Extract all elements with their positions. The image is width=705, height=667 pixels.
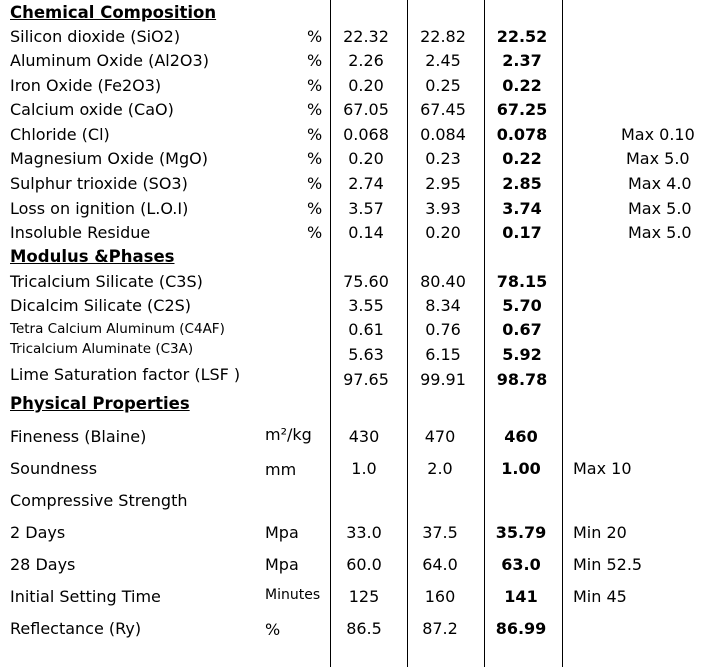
column-divider [330,0,331,667]
row-label: Dicalcim Silicate (C2S) [10,296,192,315]
spec-limit: Max 4.0 [628,174,692,193]
row-unit: % [307,27,323,46]
max-value: 0.20 [425,223,461,242]
spec-limit: Max 10 [573,459,632,478]
spec-limit: Min 45 [573,587,627,606]
max-value: 8.34 [425,296,461,315]
row-label: Iron Oxide (Fe2O3) [10,76,162,95]
avg-value: 86.99 [495,619,547,638]
avg-value: 98.78 [496,370,548,389]
column-divider [562,0,563,667]
max-value: 2.95 [425,174,461,193]
column-divider [484,0,485,667]
min-value: 22.32 [343,27,389,46]
max-value: 80.40 [420,272,466,291]
max-value: 37.5 [422,523,458,542]
max-value: 87.2 [422,619,458,638]
row-label: Tricalcium Aluminate (C3A) [10,341,194,357]
max-value: 67.45 [420,100,466,119]
max-value: 0.76 [425,320,461,339]
row-unit: m²/kg [265,425,312,444]
min-value: 5.63 [348,345,384,364]
min-value: 125 [348,587,380,606]
row-unit: % [307,125,323,144]
max-value: 3.93 [425,199,461,218]
min-value: 0.20 [348,149,384,168]
row-label: 28 Days [10,555,76,574]
avg-value: 0.078 [496,125,548,144]
avg-value: 22.52 [496,27,548,46]
row-unit: % [307,51,323,70]
avg-value: 67.25 [496,100,548,119]
max-value: 6.15 [425,345,461,364]
row-unit: Minutes [265,587,321,603]
row-label: Insoluble Residue [10,223,151,242]
avg-value: 0.17 [502,223,542,242]
avg-value: 78.15 [496,272,548,291]
min-value: 97.65 [343,370,389,389]
avg-value: 35.79 [495,523,547,542]
min-value: 1.0 [351,459,377,478]
avg-value: 0.22 [502,149,542,168]
avg-value: 5.92 [502,345,542,364]
avg-value: 1.00 [501,459,541,478]
min-value: 3.55 [348,296,384,315]
row-unit: mm [265,460,297,479]
row-label: Fineness (Blaine) [10,427,147,446]
min-value: 0.61 [348,320,384,339]
avg-value: 2.37 [502,51,542,70]
row-label: Loss on ignition (L.O.I) [10,199,189,218]
spec-limit: Min 20 [573,523,627,542]
row-unit: % [307,223,323,242]
row-unit: % [307,100,323,119]
row-unit: % [307,149,323,168]
min-value: 3.57 [348,199,384,218]
max-value: 0.25 [425,76,461,95]
row-label: Sulphur trioxide (SO3) [10,174,188,193]
row-label: Compressive Strength [10,491,188,510]
max-value: 99.91 [420,370,466,389]
avg-value: 0.67 [502,320,542,339]
min-value: 67.05 [343,100,389,119]
row-label: Soundness [10,459,98,478]
avg-value: 63.0 [501,555,541,574]
max-value: 2.45 [425,51,461,70]
row-label: Calcium oxide (CaO) [10,100,174,119]
max-value: 22.82 [420,27,466,46]
row-unit: Mpa [265,523,299,542]
min-value: 33.0 [346,523,382,542]
min-value: 60.0 [346,555,382,574]
row-unit: % [307,174,323,193]
min-value: 2.26 [348,51,384,70]
section-heading-chemical: Chemical Composition [10,3,217,22]
max-value: 160 [424,587,456,606]
row-unit: % [307,199,323,218]
row-label: Aluminum Oxide (Al2O3) [10,51,209,70]
max-value: 0.084 [420,125,466,144]
row-label: Tricalcium Silicate (C3S) [10,272,203,291]
row-label: Silicon dioxide (SiO2) [10,27,181,46]
max-value: 470 [424,427,456,446]
max-value: 2.0 [427,459,453,478]
min-value: 0.20 [348,76,384,95]
column-divider [407,0,408,667]
avg-value: 141 [504,587,538,606]
spec-limit: Max 5.0 [628,223,692,242]
min-value: 86.5 [346,619,382,638]
min-value: 0.14 [348,223,384,242]
row-label: Initial Setting Time [10,587,161,606]
min-value: 2.74 [348,174,384,193]
avg-value: 3.74 [502,199,542,218]
section-heading-modulus: Modulus &Phases [10,247,175,266]
spec-limit: Max 5.0 [626,149,690,168]
avg-value: 460 [504,427,538,446]
avg-value: 0.22 [502,76,542,95]
row-label: Tetra Calcium Aluminum (C4AF) [10,321,225,337]
min-value: 75.60 [343,272,389,291]
row-label: Magnesium Oxide (MgO) [10,149,208,168]
max-value: 0.23 [425,149,461,168]
row-unit: % [265,620,281,639]
row-label: 2 Days [10,523,66,542]
min-value: 0.068 [343,125,389,144]
row-unit: Mpa [265,555,299,574]
min-value: 430 [348,427,380,446]
avg-value: 2.85 [502,174,542,193]
section-heading-physical: Physical Properties [10,394,190,413]
spec-limit: Max 5.0 [628,199,692,218]
row-label: Chloride (Cl) [10,125,110,144]
max-value: 64.0 [422,555,458,574]
row-label: Reflectance (Ry) [10,619,142,638]
spec-limit: Min 52.5 [573,555,643,574]
spec-limit: Max 0.10 [621,125,695,144]
avg-value: 5.70 [502,296,542,315]
row-label: Lime Saturation factor (LSF ) [10,365,241,384]
row-unit: % [307,76,323,95]
